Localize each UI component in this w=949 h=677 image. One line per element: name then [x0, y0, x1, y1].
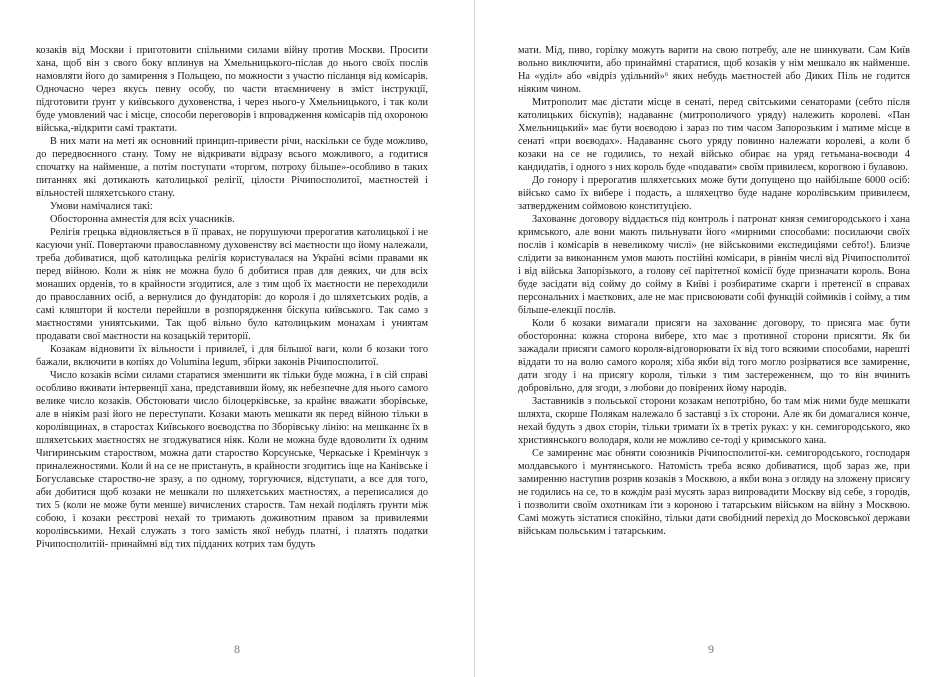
paragraph: До гонору і прерогатив шляхетських може бути допущено що найбільше 6000 осіб: військо само їх вибере і подасть, а шляхецтво буде надане королівським привилеєм, затвердженим соймовою конституцією.	[518, 175, 910, 212]
paragraph: Захованнє договору віддається під контроль і патронат князя семигородського і хана кримського, але вони мають пильнувати його «мирними способами: посилаючи своїх послів і комісарів в невеликому числі» (не військовими експедиціями себто!). Близче слідити за виконаннєм умов мають постійні комісари, в рівнім числі від Річипосполитої і від війська Запорізького, а голову сеї парітетної комісії буде призначати король. Вона буде засідати від сойму до сойму в Київі і розбиратиме скарги і претенсії в справах персональних і маєткових, але не має присвоювати собі функцій соймиків і сойму, а тим більше-елекції послів.	[518, 214, 910, 316]
paragraph: Число козаків всіми силами старатися зменшити як тільки буде можна, і в сій справі особливо вживати інтервенції хана, представивши йому, як небезпечне для нього самого велике число козаків. Обстоювати число білоцерківське, за крайнє вважати зборівське, але в ніякім разі його не переступати. Козаки мають мешкати як перед війною тільки в королівщинах, в старостах Київського воєводства по Зборівську лінію: на мешканнє їх в шляхетських маєтностях не згоджуватися ніяк. Коли не можна буде вдоволити їх одним Чигиринським староством, можна дати староство Корсунське, Черкаське і Кремінчук з приналежностями. Коли й на се не пристануть, в крайности згодитись іще на Канівське і Богуславське староство-не зразу, а по одному, торгуючися, відступати, а все для того, аби добитися щоб козаки не мешкали по шляхетських маєтностях, а переписалися до тих 5 (коли не може бути менше) вичислених староств. Там нехай поділять ґрунти між собою, і козаки реєстрові нехай то тримають доживотним правом за привилеями королівськими. Нехай служать з того замість якої небудь платні, і платять податки Річипосполитій- принаймні від тих підданих котрих там будуть	[36, 370, 428, 550]
page-number: 9	[708, 642, 714, 656]
paragraph: козаків від Москви і приготовити спільними силами війну против Москви. Просити хана, щоб він з свого боку вплинув на Хмельницького-післав до нього своїх послів намовляти його до замирення з Польщею, по можности з участю післанця від комісарів. Одночасно через якусь певну особу, по части втаємничену в зміст інструкції, підготовити ґрунт у київського духовенства, і через нього-у Хмельницького, і так коли буде умовлений час і місце, способи переговорів і впровадження комісарів під охороною війська,-відкрити самі трактати.	[36, 45, 428, 134]
paragraph: Релігія грецька відновляється в її правах, не порушуючи прерогатив католицької і не касуючи унії. Повертаючи православному духовенству всі маєтности що йому належали, треба добиватися, щоб католицька релігія користувалася на Україні всіми правами як перед війною. Коли ж ніяк не можна було б добитися прав для деяких, чи для всіх монаших орденів, то в крайности згодитися, але з тим щоб їх маєтности не переходили до православних осіб, а вернулися до фундаторів: до короля і до шляхетських родів, а самі кляштори й костели перейшли в розпорядження біскупа київського. Так само з маєтностями униятськими. Так щоб вільно було католицьким монахам і униятам продавати свої маєтности на козацькій території.	[36, 227, 428, 342]
paragraph: В них мати на меті як основний принцип-привести річи, наскільки се буде можливо, до передвоєнного стану. Тому не відкривати відразу всього можливого, а годитися спочатку на найменше, а потім поступати «торгом, потроху більше»-особливо в таких питаннях які дотикають католицької релігії, цілости Річипосполитої, маєтностей і вільностей шляхетського стану.	[36, 136, 428, 199]
paragraph: Коли б козаки вимагали присяги на захованнє договору, то присяга має бути обосторонна: кожна сторона вибере, хто має з противної сторони присягти. Як би зажадали присяги самого короля-відговорювати їх від того всякими способами, нарешті віддати то на волю самого короля; хіба якби від того могло розірватися все замиреннє, дати згоду і на присягу короля, тільки з тим застереженнєм, що то він вчинить добровільно, для згоди, з любови до повірених йому народів.	[518, 318, 910, 394]
paragraph: Заставників з польської сторони козакам непотрібно, бо там між ними буде мешкати шляхта, скорше Полякам належало б заставці з їх сторони. Але як би домагалися конче, нехай будуть з двох сторін, тільки тримати їх в третіх руках: у кн. семигородського, яко християнського володаря, коли не можливо се-тоді у кримського хана.	[518, 396, 910, 446]
paragraph: Умови намічалися такі:	[50, 201, 153, 212]
left-page-text	[36, 44, 428, 551]
paragraph: Митрополит має дістати місце в сенаті, перед світськими сенаторами (себто після католицьких біскупів); надаваннє (митрополичого уряду) належить королеві. «Пан Хмельницький» має бути воєводою і зараз по тим часом Запорозьким і матиме місце в сенаті «при воєводах». Надаваннє сього уряду повинно належати королеві, а коли б козаки на се не годились, то нехай військо обирає на уряд гетьмана-воєводи 4 кандидатів, і одного з них король буде «подавати» своїм привилеєм, корогвою і булавою.	[518, 97, 910, 173]
paragraph: Се замиреннє має обняти союзників Річипосполитої-кн. семигородського, господаря молдавського і мунтянського. Натомість треба всяко добиватися, щоб зараз же, при замиренню наступив розрив козаків з Москвою, а якби вона з огляду на зложену присягу не годились на се, то в кождім разі мусять зараз випровадити Москву від себе, з городів, і позволити своїм охотникам іти з короною і татарським військом на війну з Москвою. Самі можуть зістатися спокійно, тільки дати свобідний перехід до Московської держави військам польським і татарським.	[518, 448, 910, 537]
paragraph: Козакам відновити їх вільности і привилеї, і для більшої ваги, коли б козаки того бажали, включити в копіях до Volumina legum, збірки законів Річипосполитої.	[36, 344, 428, 368]
right-page-text	[518, 44, 910, 538]
left-page	[0, 0, 474, 677]
page-number: 8	[234, 642, 240, 656]
paragraph: мати. Мід, пиво, горілку можуть варити на свою потребу, але не шинкувати. Сам Київ вольно виключити, або принаймні старатися, щоб козаків у нім мешкало як найменше. На «уділ» або «відріз удільний»⁶ яких небудь маєтностей або Диких Піль не годится ніяким чином.	[518, 45, 910, 95]
paragraph: Обосторонна амнестія для всіх учасників.	[50, 214, 235, 225]
right-page	[474, 0, 948, 677]
